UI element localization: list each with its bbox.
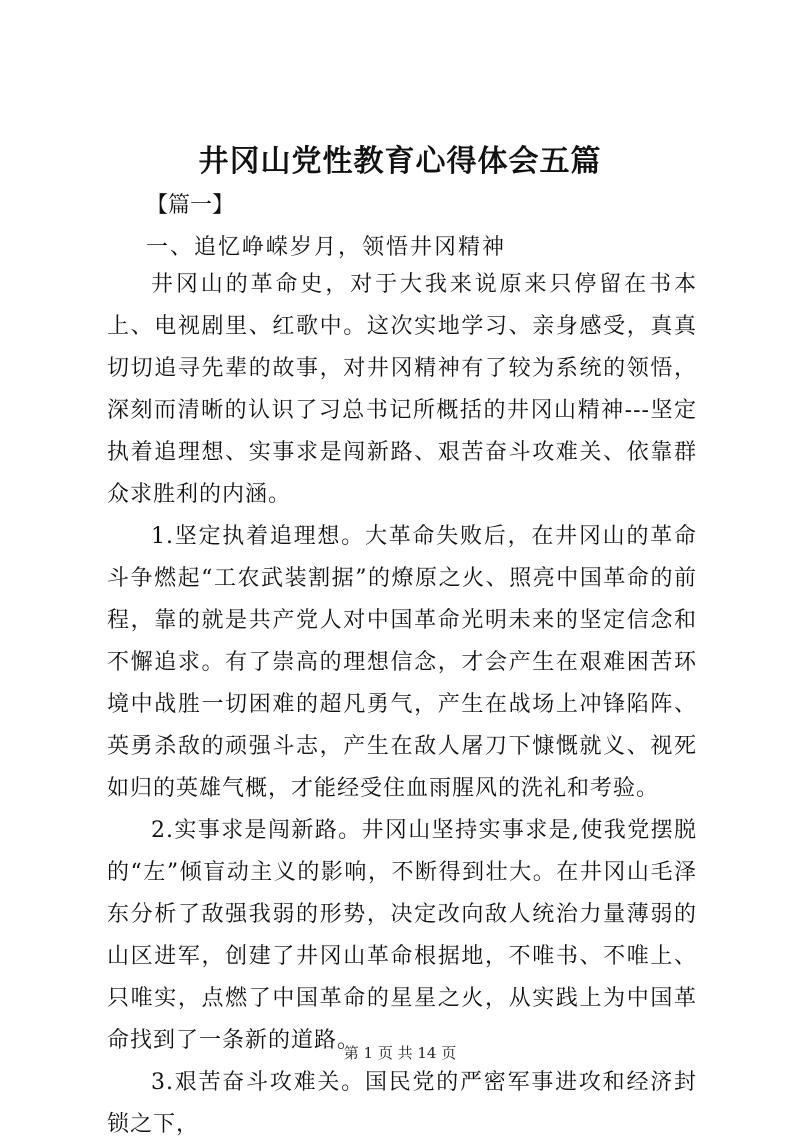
section-heading: 一、追忆峥嵘岁月，领悟井冈精神	[146, 235, 507, 260]
paragraph-intro: 井冈山的革命史，对于大我来说原来只停留在书本上、电视剧里、红歌中。这次实地学习、亲身感受，真真切切追寻先辈的故事，对井冈精神有了较为系统的领悟，深刻而清晰的认识了习总书记所概括的井冈山精神---坚定执着追理想、实事求是闯新路、艰苦奋斗攻难关、依靠群众求胜利的内涵。	[107, 272, 697, 507]
page-number-footer: 第 1 页 共 14 页	[343, 1044, 457, 1062]
section-label: 【篇一】	[146, 193, 235, 218]
paragraph-point-3: 3.艰苦奋斗攻难关。国民党的严密军事进攻和经济封锁之下，	[107, 1070, 697, 1137]
paragraph-point-2: 2.实事求是闯新路。井冈山坚持实事求是,使我党摆脱的“左”倾盲动主义的影响，不断得到壮大。在井冈山毛泽东分析了敌强我弱的形势，决定改向敌人统治力量薄弱的山区进军，创建了井冈山革命根据地，不唯书、不唯上、只唯实，点燃了中国革命的星星之火，从实践上为中国革命找到了一条新的道路。	[107, 818, 697, 1053]
document-title: 井冈山党性教育心得体会五篇	[198, 144, 602, 179]
document-body	[107, 264, 697, 1146]
paragraph-point-1: 1.坚定执着追理想。大革命失败后，在井冈山的革命斗争燃起“工农武装割据”的燎原之火、照亮中国革命的前程，靠的就是共产党人对中国革命光明未来的坚定信念和不懈追求。有了崇高的理想信念，才会产生在艰难困苦环境中战胜一切困难的超凡勇气，产生在战场上冲锋陷阵、英勇杀敌的顽强斗志，产生在敌人屠刀下慷慨就义、视死如归的英雄气概，才能经受住血雨腥风的洗礼和考验。	[107, 524, 697, 801]
